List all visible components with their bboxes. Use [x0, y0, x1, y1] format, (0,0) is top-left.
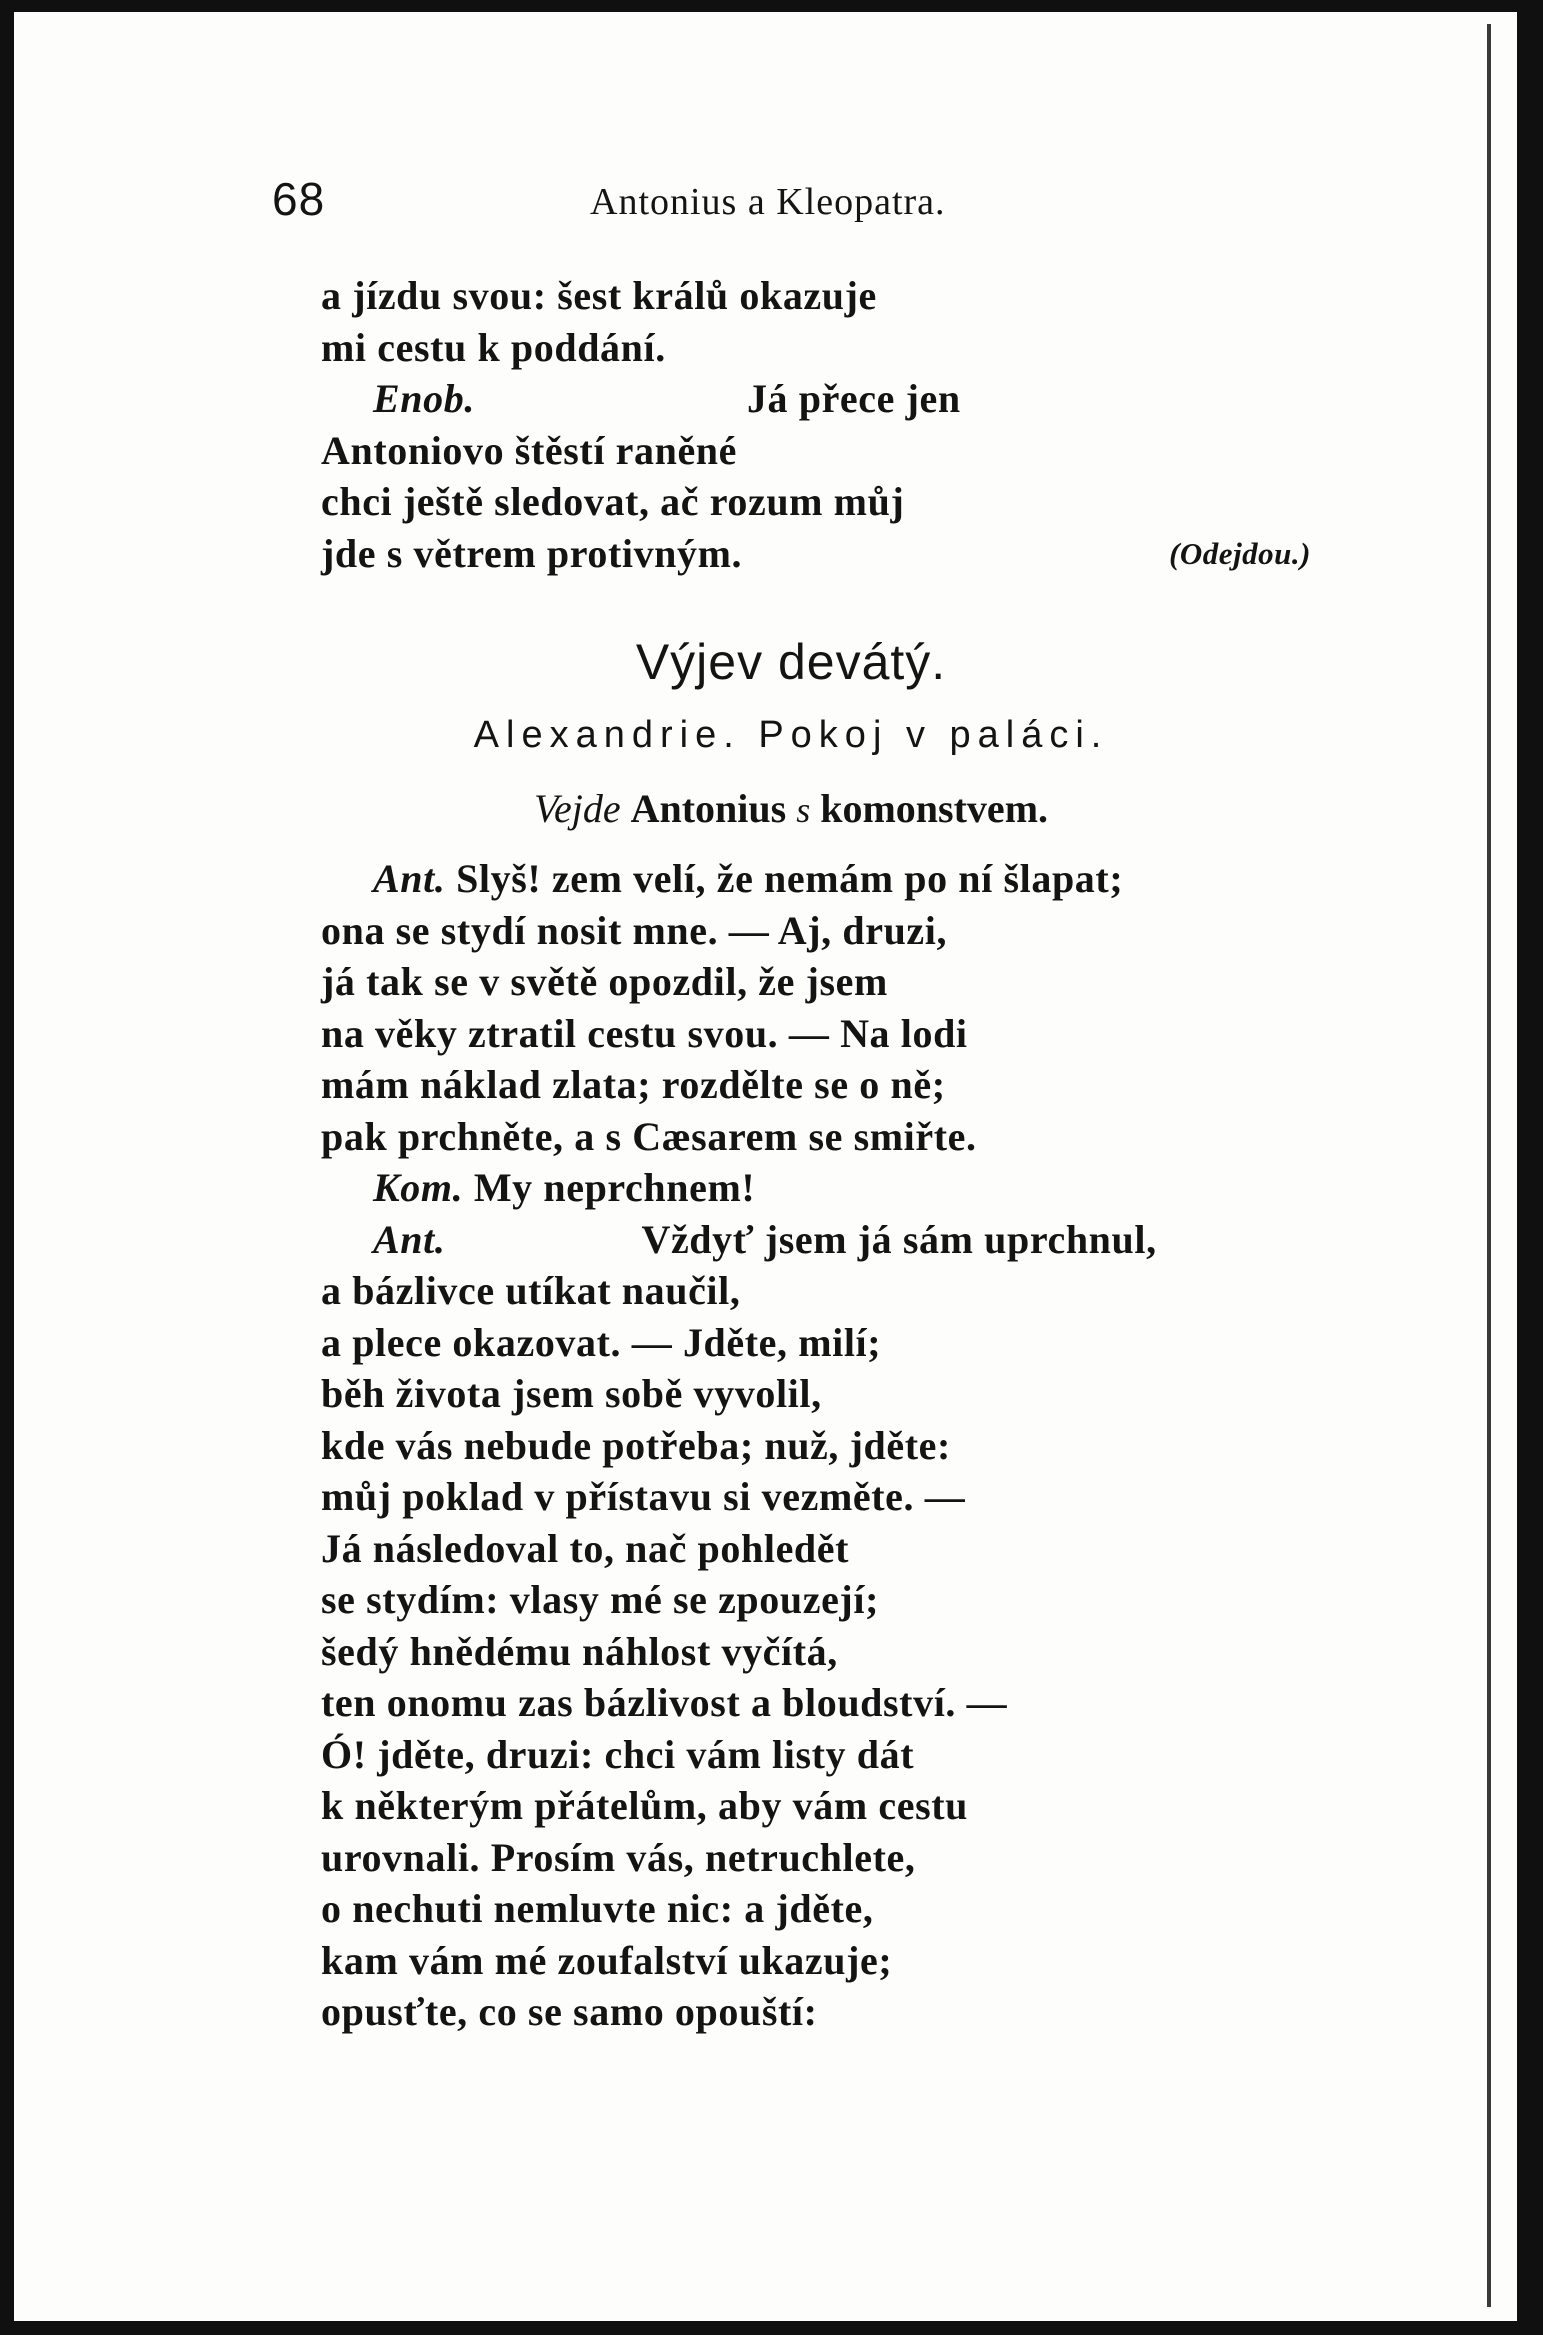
verse-line: urovnali. Prosím vás, netruchlete, [321, 1834, 916, 1880]
verse-line: na věky ztratil cestu svou. — Na lodi [321, 1010, 968, 1056]
verse-text: Slyš! zem velí, že nemám po ní šlapat; [456, 856, 1124, 901]
verse-text: My neprchnem! [473, 1165, 756, 1210]
running-title: Antonius a Kleopatra. [590, 181, 946, 223]
verse-line: kde vás nebude potřeba; nuž, jděte: [321, 1422, 951, 1468]
verse-line: šedý hnědému náhlost vyčítá, [321, 1628, 838, 1674]
verse-line: k některým přátelům, aby vám cestu [321, 1783, 969, 1828]
verse-line: Ó! jděte, druzi: chci vám listy dát [321, 1731, 915, 1777]
verse-line: a plece okazovat. — Jděte, milí; [321, 1319, 882, 1365]
verse-line: a jízdu svou: šest králů okazuje [321, 273, 877, 318]
enter-with: komonstvem. [820, 786, 1049, 831]
verse-line: kam vám mé zoufalství ukazuje; [321, 1937, 893, 1983]
page-text [321, 270, 1341, 2038]
page-number: 68 [272, 173, 326, 225]
verse-line: mi cestu k poddání. [321, 324, 666, 370]
verse-text: jde s větrem protivným. [321, 530, 743, 576]
verse-line: ten onomu zas bázlivost a bloudství. — [321, 1680, 1008, 1725]
verse-line: chci ještě sledovat, ač rozum můj [321, 479, 905, 524]
verse-line: Antoniovo štěstí raněné [321, 427, 738, 473]
stage-direction-exit: (Odejdou.) [1169, 535, 1311, 571]
verse-line: ona se stydí nosit mne. — Aj, druzi, [321, 907, 948, 953]
verse-line: o nechuti nemluvte nic: a jděte, [321, 1886, 874, 1931]
enter-name: Antonius [630, 786, 787, 831]
verse-line: já tak se v světě opozdil, že jsem [321, 959, 888, 1004]
enter-s: s [796, 790, 811, 830]
verse-line: opusťte, co se samo opouští: [321, 1989, 818, 2034]
scene-place: Alexandrie. Pokoj v paláci. [473, 714, 1109, 756]
verse-line: pak prchněte, a s Cæsarem se smiřte. [321, 1113, 977, 1159]
verse-text: Já přece jen [746, 376, 961, 421]
verse-line: můj poklad v přístavu si vezměte. — [321, 1474, 966, 1519]
verse-line: běh života jsem sobě vyvolil, [321, 1371, 822, 1416]
verse-line [321, 373, 1341, 425]
verse-line: se stydím: vlasy mé se zpouzejí; [321, 1577, 879, 1622]
page-edge-shadow [1487, 24, 1491, 2307]
verse-line [321, 1214, 1341, 1266]
verse-line [321, 1162, 1341, 1214]
scene-title: Výjev devátý. [635, 634, 947, 690]
enter-verb: Vejde [533, 786, 621, 831]
stage-direction-enter [321, 765, 1341, 853]
verse-line [321, 528, 1341, 580]
verse-line [321, 853, 1341, 905]
verse-line: a bázlivce utíkat naučil, [321, 1268, 741, 1313]
speaker-ant: Ant. [373, 1216, 446, 1262]
speaker-kom: Kom. [373, 1165, 464, 1210]
speaker-ant: Ant. [373, 856, 446, 901]
verse-text: Vždyť jsem já sám uprchnul, [641, 1216, 1157, 1262]
speaker-enob: Enob. [373, 376, 475, 421]
page-header [14, 172, 1517, 232]
verse-line: mám náklad zlata; rozdělte se o ně; [321, 1062, 946, 1107]
verse-line: Já následoval to, nač pohledět [321, 1525, 850, 1571]
